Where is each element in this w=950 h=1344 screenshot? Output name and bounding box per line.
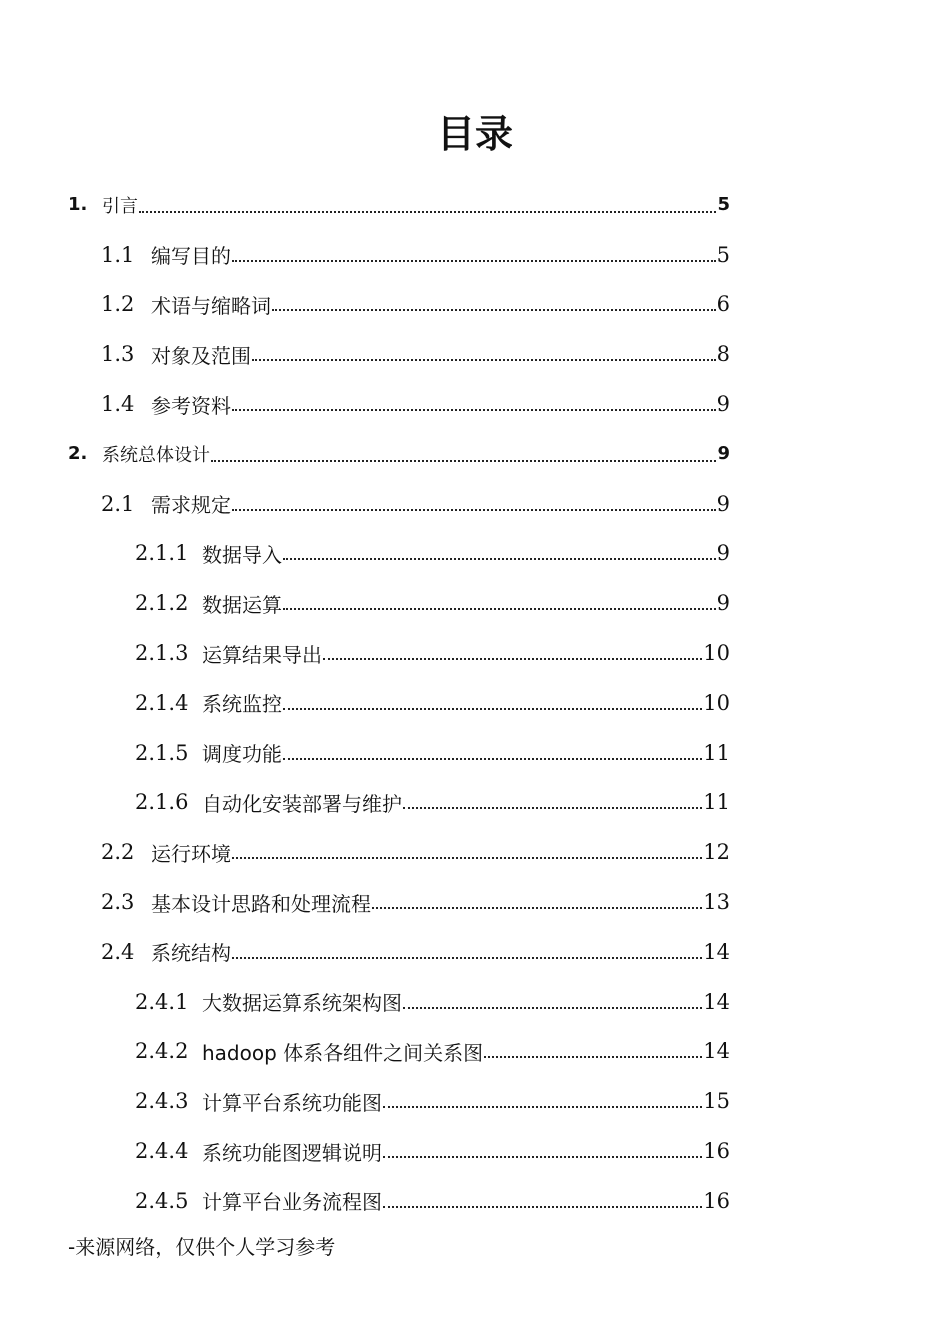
toc-entry-page-number: 9: [716, 392, 730, 417]
toc-entry-page-number: 5: [717, 194, 730, 216]
toc-entry[interactable]: [0, 977, 950, 1027]
toc-entry-number: 2.1.3: [135, 641, 189, 666]
toc-entry-number: 2.4.2: [135, 1039, 189, 1064]
toc-entry-content: [135, 977, 730, 1027]
toc-dot-leader: [232, 479, 716, 529]
toc-dot-leader: [283, 529, 716, 579]
toc-entry-label: 参考资料: [151, 393, 231, 418]
toc-entry-page-number: 9: [716, 541, 730, 566]
toc-dot-leader: [403, 977, 702, 1027]
toc-dot-leader: [484, 1027, 702, 1077]
toc-dot-leader: [232, 927, 702, 977]
toc-dot-leader: [232, 379, 716, 429]
toc-entry-page-number: 13: [703, 890, 730, 915]
toc-entry[interactable]: [0, 877, 950, 927]
toc-entry-number: 1.4: [101, 392, 135, 417]
toc-entry-number: 2.2: [101, 840, 135, 865]
toc-entry[interactable]: [0, 180, 950, 230]
toc-dot-leader: [383, 1126, 702, 1176]
toc-entry[interactable]: [0, 479, 950, 529]
toc-entry-label: 系统结构: [151, 941, 231, 966]
toc-entry-number: 2.1.5: [135, 740, 189, 765]
toc-entry-content: [135, 678, 730, 728]
footer-note: -来源网络，仅供个人学习参考: [68, 1235, 336, 1259]
toc-entry-label: 系统功能图逻辑说明: [202, 1140, 382, 1165]
toc-dot-leader: [383, 1176, 702, 1226]
toc-entry-number: 2.: [68, 443, 88, 465]
toc-entry-number: 2.1.6: [135, 790, 189, 815]
toc-entry-content: [101, 280, 730, 330]
toc-entry-page-number: 9: [716, 491, 730, 516]
toc-entry-label: 计算平台业务流程图: [202, 1190, 382, 1215]
toc-entry-label: 数据导入: [202, 542, 282, 567]
toc-entry-label: 调度功能: [202, 742, 282, 767]
toc-entry-page-number: 10: [703, 690, 730, 715]
toc-entry-page-number: 12: [703, 840, 730, 865]
toc-entry-page-number: 6: [716, 292, 730, 317]
toc-dot-leader: [139, 180, 716, 230]
toc-dot-leader: [283, 728, 702, 778]
toc-entry[interactable]: [0, 1126, 950, 1176]
toc-entry-label: 术语与缩略词: [151, 293, 271, 318]
toc-entry-content: [135, 778, 730, 828]
toc-entry-label: 基本设计思路和处理流程: [151, 891, 371, 916]
toc-entry-content: [135, 578, 730, 628]
toc-entry-page-number: 11: [703, 740, 730, 765]
toc-entry-number: 2.1.4: [135, 690, 189, 715]
toc-entry[interactable]: [0, 529, 950, 579]
toc-entry[interactable]: [0, 778, 950, 828]
toc-entry-page-number: 15: [703, 1089, 730, 1114]
toc-dot-leader: [372, 877, 702, 927]
toc-entry-content: [68, 180, 730, 230]
toc-entry[interactable]: [0, 1176, 950, 1226]
toc-entry-page-number: 11: [703, 790, 730, 815]
toc-entry-number: 2.4.3: [135, 1089, 189, 1114]
toc-entry-number: 1.3: [101, 342, 135, 367]
toc-entry-page-number: 10: [703, 641, 730, 666]
toc-dot-leader: [232, 827, 702, 877]
toc-entry-content: [135, 728, 730, 778]
toc-entry-number: 1.2: [101, 292, 135, 317]
toc-entry-label: hadoop 体系各组件之间关系图: [202, 1040, 484, 1065]
toc-dot-leader: [403, 778, 702, 828]
toc-entry-content: [135, 529, 730, 579]
toc-entry-label: 运算结果导出: [202, 642, 322, 667]
toc-entry-content: [101, 927, 730, 977]
toc-entry-page-number: 14: [703, 1039, 730, 1064]
toc-entry-content: [68, 429, 730, 479]
toc-entry[interactable]: [0, 678, 950, 728]
toc-entry-page-number: 16: [703, 1139, 730, 1164]
toc-entry-label: 运行环境: [151, 841, 231, 866]
toc-entry-page-number: 9: [716, 591, 730, 616]
toc-entry-label: 计算平台系统功能图: [202, 1090, 382, 1115]
toc-dot-leader: [232, 230, 716, 280]
toc-entry-content: [101, 230, 730, 280]
toc-entry[interactable]: [0, 329, 950, 379]
toc-entry-number: 2.3: [101, 890, 135, 915]
toc-entry[interactable]: [0, 578, 950, 628]
toc-entry-content: [135, 1027, 730, 1077]
toc-entry-page-number: 14: [703, 939, 730, 964]
toc-entry-page-number: 8: [716, 342, 730, 367]
toc-entry[interactable]: [0, 1076, 950, 1126]
toc-entry-label: 数据运算: [202, 592, 282, 617]
toc-entry[interactable]: [0, 827, 950, 877]
toc-entry-content: [101, 479, 730, 529]
toc-entry-number: 1.: [68, 194, 88, 216]
toc-entry-number: 2.4: [101, 939, 135, 964]
toc-entry-label: 系统监控: [202, 692, 282, 717]
toc-entry-label: 编写目的: [151, 244, 231, 269]
toc-entry-label: 系统总体设计: [102, 444, 210, 466]
toc-dot-leader: [283, 578, 716, 628]
toc-dot-leader: [252, 329, 716, 379]
toc-entry-label: 需求规定: [151, 493, 231, 518]
toc-entry[interactable]: [0, 429, 950, 479]
toc-entry-label: 自动化安装部署与维护: [202, 791, 402, 816]
toc-title: 目录: [436, 112, 513, 156]
toc-entry[interactable]: [0, 379, 950, 429]
toc-entry[interactable]: [0, 728, 950, 778]
table-of-contents: [0, 180, 950, 1226]
toc-entry-content: [135, 1076, 730, 1126]
toc-entry-content: [135, 1126, 730, 1176]
toc-entry-page-number: 16: [703, 1188, 730, 1213]
toc-entry-label: 引言: [102, 195, 138, 217]
toc-dot-leader: [323, 628, 702, 678]
toc-entry-number: 2.4.5: [135, 1188, 189, 1213]
toc-dot-leader: [283, 678, 702, 728]
toc-dot-leader: [211, 429, 716, 479]
toc-entry-content: [101, 827, 730, 877]
toc-entry-content: [101, 877, 730, 927]
toc-dot-leader: [383, 1076, 702, 1126]
toc-entry-page-number: 14: [703, 989, 730, 1014]
toc-entry-content: [101, 329, 730, 379]
toc-entry-content: [101, 379, 730, 429]
toc-entry[interactable]: [0, 230, 950, 280]
toc-entry[interactable]: [0, 628, 950, 678]
toc-entry-number: 2.4.4: [135, 1139, 189, 1164]
toc-entry-label: 大数据运算系统架构图: [202, 991, 402, 1016]
toc-entry-page-number: 9: [717, 443, 730, 465]
toc-entry-page-number: 5: [716, 242, 730, 267]
toc-entry-label: 对象及范围: [151, 343, 251, 368]
toc-entry-content: [135, 1176, 730, 1226]
toc-dot-leader: [272, 280, 716, 330]
toc-entry-number: 2.1.1: [135, 541, 189, 566]
toc-entry[interactable]: [0, 280, 950, 330]
toc-entry-number: 2.4.1: [135, 989, 189, 1014]
toc-entry[interactable]: [0, 927, 950, 977]
toc-entry-content: [135, 628, 730, 678]
toc-entry-number: 2.1.2: [135, 591, 189, 616]
toc-entry-number: 2.1: [101, 491, 135, 516]
toc-entry-number: 1.1: [101, 242, 135, 267]
toc-entry[interactable]: [0, 1027, 950, 1077]
